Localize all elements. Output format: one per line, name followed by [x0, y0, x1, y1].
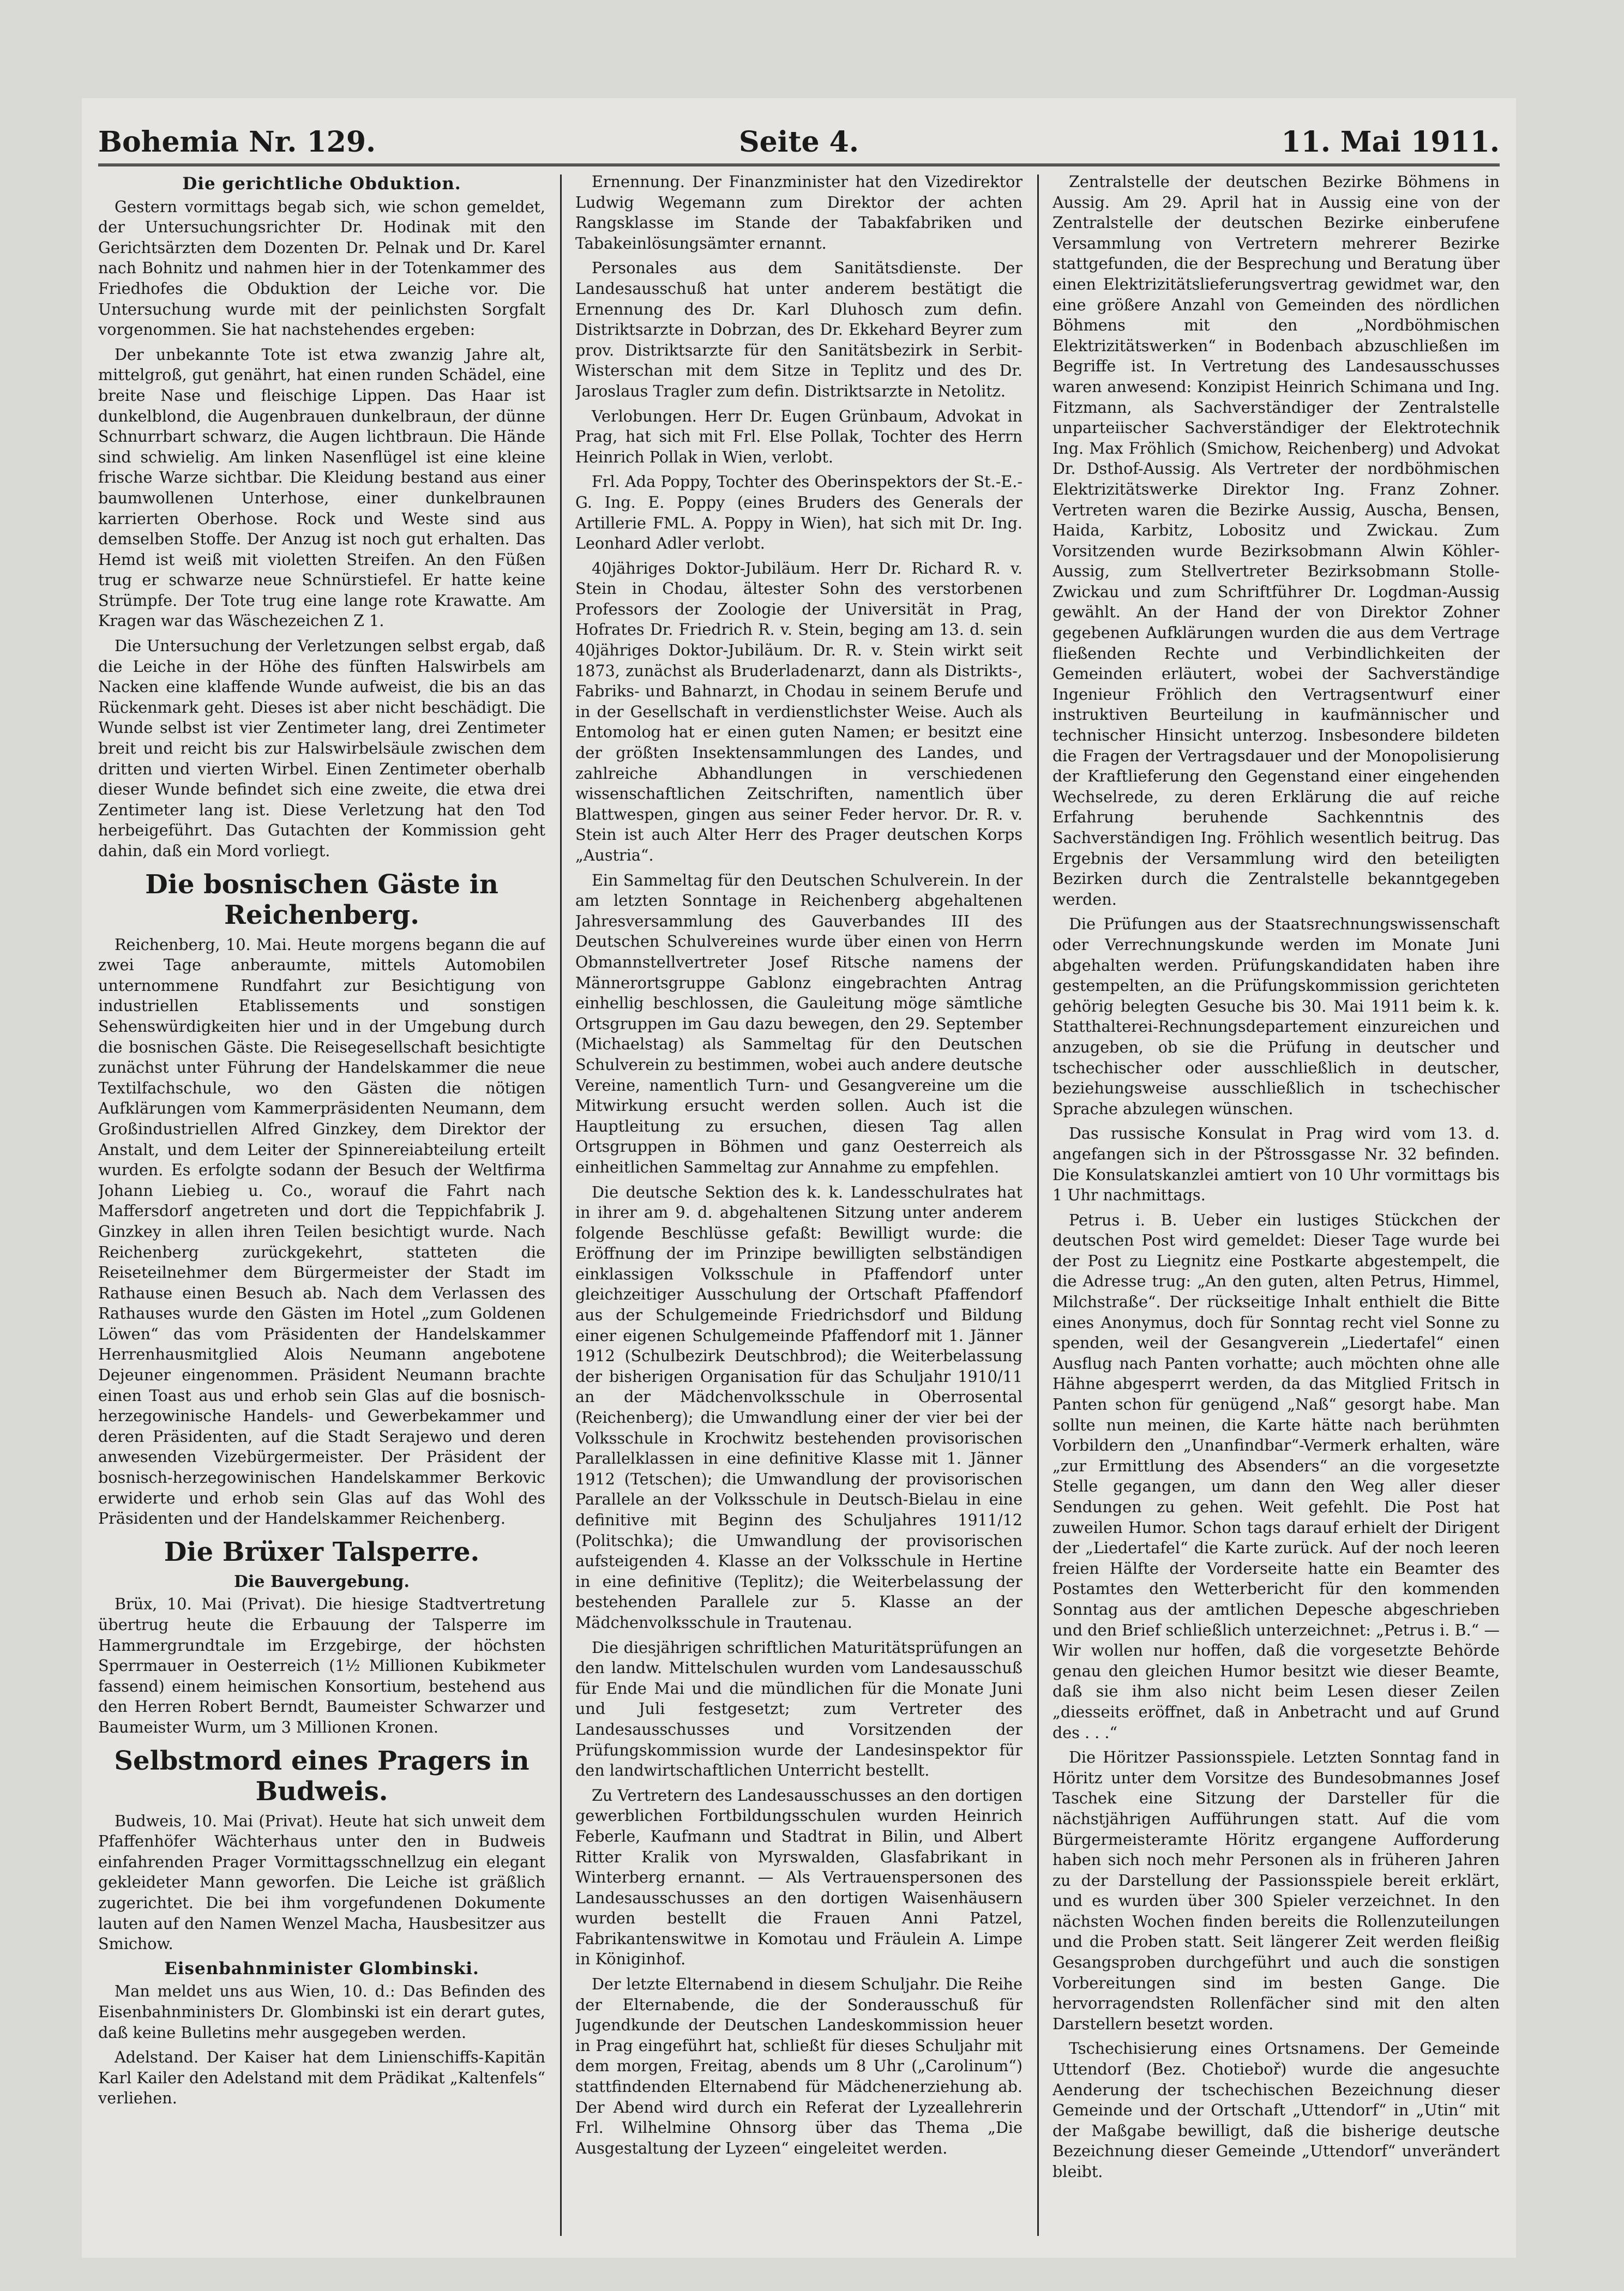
article-paragraph: Frl. Ada Poppy, Tochter des Oberinspektors der St.-E.-G. Ing. E. Poppy (eines Bruders des Generals der Artillerie FML. A. Poppy in Wien), hat sich mit Dr. Ing. Leonhard Adler verlobt. [575, 472, 1022, 553]
article-paragraph: Die Höritzer Passionsspiele. Letzten Sonntag fand in Höritz unter dem Vorsitze des Bundesobmannes Josef Taschek eine Sitzung der Darsteller für die nächstjährigen Aufführungen statt. Auf die vom Bürgermeisteramte Höritz ergangene Aufforderung haben sich noch mehr Personen als in früheren Jahren zu der Darstellung der Passionsspiele bereit erklärt, und es wurden über 300 Spieler verzeichnet. In den nächsten Wochen finden bereits die Rollenzuteilungen und die Proben statt. Seit längerer Zeit werden fleißig Gesangsproben durchgeführt und auch die sonstigen Vorbereitungen sind im besten Gange. Die hervorragendsten Rollenfächer sind mit den alten Darstellern besetzt worden. [1052, 1748, 1500, 2033]
article-paragraph: Brüx, 10. Mai (Privat). Die hiesige Stadtvertretung übertrug heute die Erbauung der Talsperre im Hammergrundtale im Erzgebirge, der höchsten Sperrmauer in Oesterreich (1½ Millionen Kubikmeter fassend) einem heimischen Konsortium, bestehend aus den Herren Robert Berndt, Baumeister Schwarzer und Baumeister Wurm, um 3 Millionen Kronen. [98, 1595, 545, 1736]
article-paragraph: Die deutsche Sektion des k. k. Landesschulrates hat in ihrer am 9. d. abgehaltenen Sitzung unter anderem folgende Beschlüsse gefaßt: Bewilligt wurde: die Eröffnung der im Prinzipe bewilligten selbständigen einklassigen Volksschule in Pfaffendorf unter gleichzeitiger Ausschulung der Ortschaft Pfaffendorf aus der Schulgemeinde Friedrichsdorf und Bildung einer eigenen Schulgemeinde Pfaffendorf mit 1. Jänner 1912 (Schulbezirk Deutschbrod); die Weiterbelassung der bisherigen Organisation für das Schuljahr 1910/11 an der Mädchenvolksschule in Oberrosental (Reichenberg); die Umwandlung einer der vier bei der Volksschule in Krochwitz bestehenden provisorischen Parallelklassen in eine definitive Klasse mit 1. Jänner 1912 (Tetschen); die Umwandlung der provisorischen Parallele an der Volksschule in Deutsch-Bielau in eine definitive mit Beginn des Schuljahres 1911/12 (Politschka); die Umwandlung der provisorischen aufsteigenden 4. Klasse an der Volksschule in Hertine in eine definitive (Teplitz); die Weiterbelassung der bestehenden Parallele zur 5. Klasse an der Mädchenvolksschule in Trautenau. [575, 1182, 1022, 1632]
column-rule-1 [560, 175, 562, 2236]
masthead [98, 115, 1500, 166]
article-paragraph: Zu Vertretern des Landesausschusses an den dortigen gewerblichen Fortbildungsschulen wurden Heinrich Feberle, Kaufmann und Stadtrat in Bilin, und Albert Ritter Kralik von Myrswalden, Glasfabrikant in Winterberg ernannt. — Als Vertrauenspersonen des Landesausschusses an den dortigen Waisenhäusern wurden bestellt die Frauen Anni Patzel, Fabrikantenswitwe in Komotau und Fräulein A. Limpe in Königinhof. [575, 1785, 1022, 1969]
subheadline-bauvergebung: Die Bauvergebung. [234, 1572, 410, 1591]
article-paragraph: Zentralstelle der deutschen Bezirke Böhmens in Aussig. Am 29. April hat in Aussig eine von der Zentralstelle der deutschen Bezirke einberufene Versammlung von Vertretern mehrerer Bezirke stattgefunden, die der Besprechung und Beratung über einen Elektrizitätslieferungsvertrag gewidmet war, den eine größere Anzahl von Gemeinden des nördlichen Böhmens mit den „Nordböhmischen Elektrizitätswerken“ in Bodenbach abzuschließen im Begriffe ist. In Vertretung des Landesausschusses waren anwesend: Konzipist Heinrich Schimana und Ing. Fitzmann, als Sachverständiger der Zentralstelle unparteiischer Sachverständiger der Elektrotechnik Ing. Max Fröhlich (Smichow, Reichenberg) und Advokat Dr. Dsthof-Aussig. Als Vertreter der nordböhmischen Elektrizitätswerke Direktor Ing. Franz Zohner. Vertreten waren die Bezirke Aussig, Auscha, Bensen, Haida, Karbitz, Lobositz und Zwickau. Zum Vorsitzenden wurde Bezirksobmann Alwin Köhler-Aussig, zum Stellvertreter Bezirksobmann Stolle-Zwickau und zum Schriftführer Dr. Logdman-Aussig gewählt. An der Hand der von Direktor Zohner gegebenen Aufklärungen wurden die aus dem Vertrage fließenden Rechte und Verbindlichkeiten der Gemeinden erläutert, wobei der Sachverständige Ingenieur Fröhlich den Vertragsentwurf einer instruktiven Beurteilung in kaufmännischer und technischer Hinsicht unterzog. Insbesondere bildeten die Fragen der Vertragsdauer und der Monopolisierung der Kraftlieferung den Gegenstand einer eingehenden Wechselrede, zu deren Erklärung die auf reiche Erfahrung beruhende Sachkenntnis des Sachverständigen Ing. Fröhlich wesentlich beitrug. Das Ergebnis der Versammlung wird den beteiligten Bezirken durch die Zentralstelle bekanntgegeben werden. [1052, 172, 1500, 909]
article-paragraph: Der letzte Elternabend in diesem Schuljahr. Die Reihe der Elternabende, die der Sonderausschuß für Jugendkunde der Deutschen Landeskommission heuer in Prag eingeführt hat, schließt für dieses Schuljahr mit dem morgen, Freitag, abends um 8 Uhr („Carolinum“) stattfindenden Elternabend für Mädchenerziehung ab. Der Abend wird durch ein Referat der Lyzeallehrerin Frl. Wilhelmine Ohnsorg über das Thema „Die Ausgestaltung der Lyzeen“ eingeleitet werden. [575, 1975, 1022, 2157]
article-paragraph: Personales aus dem Sanitätsdienste. Der Landesausschuß hat unter anderem bestätigt die Ernennung des Dr. Karl Dluhosch zum defin. Distriktsarzte in Dobrzan, des Dr. Ekkehard Beyrer zum prov. Distriktsarzte für den Sanitätsbezirk in Serbit-Wisterschan mit dem Sitze in Teplitz und des Dr. Jaroslaus Tragler zum defin. Distriktsarzte in Netolitz. [575, 258, 1022, 400]
headline-eisenbahnminister: Eisenbahnminister Glombinski. [164, 1958, 479, 1979]
article-paragraph: Tschechisierung eines Ortsnamens. Der Gemeinde Uttendorf (Bez. Chotieboř) wurde die angesuchte Aenderung der tschechischen Bezeichnung dieser Gemeinde und der Ortschaft „Uttendorf“ in „Utin“ mit der Maßgabe bewilligt, daß die bisherige deutsche Bezeichnung dieser Gemeinde „Uttendorf“ unverändert bleibt. [1052, 2039, 1500, 2181]
article-paragraph: Adelstand. Der Kaiser hat dem Linienschiffs-Kapitän Karl Kailer den Adelstand mit dem Prädikat „Kaltenfels“ verliehen. [98, 2048, 545, 2108]
headline-brux-talsperre: Die Brüxer Talsperre. [164, 1536, 480, 1567]
headline-selbstmord: Selbstmord eines Pragers in Budweis. [114, 1745, 530, 1807]
article-paragraph: Die Untersuchung der Verletzungen selbst ergab, daß die Leiche in der Höhe des fünften Halswirbels am Nacken eine klaffende Wunde aufweist, die bis an das Rückenmark geht. Dieses ist aber nicht beschädigt. Die Wunde selbst ist vier Zentimeter lang, drei Zentimeter breit und reicht bis zur Halswirbelsäule zwischen dem dritten und vierten Wirbel. Einen Zentimeter oberhalb dieser Wunde befindet sich eine zweite, die etwa drei Zentimeter lang ist. Diese Verletzung hat den Tod herbeigeführt. Das Gutachten der Kommission geht dahin, daß ein Mord vorliegt. [98, 636, 545, 860]
newspaper-page [82, 98, 1516, 2258]
article-paragraph: Petrus i. B. Ueber ein lustiges Stückchen der deutschen Post wird gemeldet: Dieser Tage wurde bei der Post zu Liegnitz eine Postkarte abgestempelt, die die Adresse trug: „An den guten, alten Petrus, Himmel, Milchstraße“. Der rückseitige Inhalt enthielt die Bitte eines Anonymus, doch für Sonntag recht viel Sonne zu spenden, weil der Gesangverein „Liedertafel“ einen Ausflug nach Panten vorhatte; auch möchten ohne alle Hähne abgesperrt werden, da das Mitglied Fritsch in Panten schon für genügend „Naß“ gesorgt habe. Man sollte nun meinen, die Karte hätte nach berühmten Vorbildern den „Unanfindbar“-Vermerk erhalten, wäre „zur Ermittlung des Absenders“ an die vorgesetzte Stelle gegangen, um dann den Weg aller dieser Sendungen zu gehen. Weit gefehlt. Die Post hat zuweilen Humor. Schon tags darauf erhielt der Dirigent der „Liedertafel“ die Karte zurück. Auf der noch leeren freien Hälfte der Vorderseite hatte ein Beamter des Postamtes den Wetterbericht für den kommenden Sonntag aus der amtlichen Depesche abgeschrieben und den Brief schließlich unterzeichnet: „Petrus i. B.“ — Wir wollen nur hoffen, daß die vorgesetzte Behörde genau den gleichen Humor besitzt wie dieser Beamte, daß sie ihm also nicht beim Lesen dieser Zeilen „diesseits eröffnet, daß in Anbetracht und auf Grund des . . .“ [1052, 1210, 1500, 1742]
article-paragraph: Man meldet uns aus Wien, 10. d.: Das Befinden des Eisenbahnministers Dr. Glombinski ist ein derart gutes, daß keine Bulletins mehr ausgegeben werden. [98, 1982, 545, 2042]
article-paragraph: Gestern vormittags begab sich, wie schon gemeldet, der Untersuchungsrichter Dr. Hodinak mit den Gerichtsärzten dem Dozenten Dr. Pelnak und Dr. Karel nach Bohnitz und nahmen hier in der Totenkammer des Friedhofes die Obduktion der Leiche vor. Die Untersuchung wurde mit der peinlichsten Sorgfalt vorgenommen. Sie hat nachstehendes ergeben: [98, 197, 545, 339]
masthead-page-number: Seite 4. [739, 125, 859, 159]
article-paragraph: Der unbekannte Tote ist etwa zwanzig Jahre alt, mittelgroß, gut genährt, hat einen runden Schädel, eine breite Nase und fleischige Lippen. Das Haar ist dunkelblond, die Augenbrauen dunkelbraun, der dünne Schnurrbart schwarz, die Augen lichtbraun. Die Hände sind schwielig. Am linken Nasenflügel ist eine kleine frische Warze sichtbar. Die Kleidung bestand aus einer baumwollenen Unterhose, einer dunkelbraunen karrierten Oberhose. Rock und Weste sind aus demselben Stoffe. Der Anzug ist noch gut erhalten. Das Hemd ist weiß mit violetten Streifen. An den Füßen trug er schwarze neue Schnürstiefel. Er hatte keine Strümpfe. Der Tote trug eine lange rote Krawatte. Am Kragen war das Wäschezeichen Z 1. [98, 345, 545, 630]
article-paragraph: Die Prüfungen aus der Staatsrechnungswissenschaft oder Verrechnungskunde werden im Monate Juni abgehalten werden. Prüfungskandidaten haben ihre gestempelten, an die Prüfungskommission gerichteten gehörig belegten Gesuche bis 30. Mai 1911 beim k. k. Statthalterei-Rechnungsdepartement einzureichen und anzugeben, ob sie die Prüfung in deutscher und tschechischer oder ausschließlich in deutscher, beziehungsweise ausschließlich in tschechischer Sprache abzulegen wünschen. [1052, 915, 1500, 1118]
column-2 [575, 172, 1022, 2244]
article-paragraph: Verlobungen. Herr Dr. Eugen Grünbaum, Advokat in Prag, hat sich mit Frl. Else Pollak, Tochter des Herrn Heinrich Pollak in Wien, verlobt. [575, 406, 1022, 466]
headline-bosnische-gaeste: Die bosnischen Gäste in Reichenberg. [145, 869, 498, 930]
article-paragraph: Ein Sammeltag für den Deutschen Schulverein. In der am letzten Sonntage in Reichenberg abgehaltenen Jahresversammlung des Gauverbandes III des Deutschen Schulvereines wurde über einen von Herrn Obmannstellvertreter Josef Ritsche namens der Männerortsgruppe Gablonz eingebrachten Antrag einhellig beschlossen, die Gauleitung möge sämtliche Ortsgruppen im Gau dazu bewegen, den 29. September (Michaelstag) als Sammeltag für den Deutschen Schulverein zu bestimmen, wobei auch andere deutsche Vereine, namentlich Turn- und Gesangvereine um die Mitwirkung ersucht werden sollen. Auch ist die Hauptleitung zu ersuchen, diesen Tag allen Ortsgruppen in Böhmen und ganz Oesterreich als einheitlichen Sammeltag zur Annahme zu empfehlen. [575, 870, 1022, 1176]
column-3 [1052, 172, 1500, 2244]
column-1 [98, 172, 545, 2244]
article-paragraph: Das russische Konsulat in Prag wird vom 13. d. angefangen sich in der Pštrossgasse Nr. 32 befinden. Die Konsulatskanzlei amtiert von 10 Uhr vormittags bis 1 Uhr nachmittags. [1052, 1124, 1500, 1205]
masthead-date: 11. Mai 1911. [1281, 125, 1500, 159]
article-paragraph: Budweis, 10. Mai (Privat). Heute hat sich unweit dem Pfaffenhöfer Wächterhaus unter den in Budweis einfahrenden Prager Vormittagsschnellzug ein elegant gekleideter Mann geworfen. Die Leiche ist gräßlich zugerichtet. Die bei ihm vorgefundenen Dokumente lauten auf den Namen Wenzel Macha, Hausbesitzer aus Smichow. [98, 1811, 545, 1953]
column-rule-2 [1037, 175, 1039, 2236]
article-paragraph: 40jähriges Doktor-Jubiläum. Herr Dr. Richard R. v. Stein in Chodau, ältester Sohn des verstorbenen Professors der Zoologie der Universität in Prag, Hofrates Dr. Friedrich R. v. Stein, beging am 13. d. sein 40jähriges Doktor-Jubiläum. Dr. R. v. Stein wirkt seit 1873, zunächst als Bruderladenarzt, dann als Distrikts-, Fabriks- und Bahnarzt, in Chodau in seinem Berufe und in der Gesellschaft in verdienstlichster Weise. Auch als Entomolog hat er einen guten Namen; er besitzt eine der größten Insektensammlungen des Landes, und zahlreiche Abhandlungen in verschiedenen wissenschaftlichen Zeitschriften, namentlich über Blattwespen, gingen aus seiner Feder hervor. Dr. R. v. Stein ist auch Alter Herr des Prager deutschen Korps „Austria“. [575, 558, 1022, 864]
headline-obduktion: Die gerichtliche Obduktion. [182, 174, 461, 194]
masthead-issue: Bohemia Nr. 129. [98, 125, 376, 159]
article-paragraph: Ernennung. Der Finanzminister hat den Vizedirektor Ludwig Wegemann zum Direktor der achten Rangsklasse im Stande der Tabakfabriken und Tabakeinlösungsämter ernannt. [575, 172, 1022, 252]
article-paragraph: Reichenberg, 10. Mai. Heute morgens begann die auf zwei Tage anberaumte, mittels Automobilen unternommene Rundfahrt zur Besichtigung von industriellen Etablissements und sonstigen Sehenswürdigkeiten hier und in der Umgebung durch die bosnischen Gäste. Die Reisegesellschaft besichtigte zunächst unter Führung der Handelskammer die neue Textilfachschule, wo den Gästen die nötigen Aufklärungen vom Kammerpräsidenten Neumann, dem Großindustriellen Alfred Ginzkey, dem Direktor der Anstalt, und dem Leiter der Spinnereiabteilung erteilt wurden. Es erfolgte sodann der Besuch der Weltfirma Johann Liebieg u. Co., worauf die Fahrt nach Maffersdorf angetreten und dort die Teppichfabrik J. Ginzkey in allen ihren Teilen besichtigt wurde. Nach Reichenberg zurückgekehrt, statteten die Reiseteilnehmer dem Bürgermeister der Stadt im Rathause einen Besuch ab. Nach dem Verlassen des Rathauses wurde den Gästen im Hotel „zum Goldenen Löwen“ das vom Präsidenten der Handelskammer Herrenhausmitglied Alois Neumann angebotene Dejeuner eingenommen. Präsident Neumann brachte einen Toast aus und erhob sein Glas auf die bosnisch-herzegowinische Handels- und Gewerbekammer und deren Präsidenten, auf die Stadt Serajewo und deren anwesenden Vizebürgermeister. Der Präsident der bosnisch-herzegowinischen Handelskammer Berkovic erwiderte und erhob sein Glas auf das Wohl des Präsidenten und der Handelskammer Reichenberg. [98, 935, 545, 1528]
article-paragraph: Die diesjährigen schriftlichen Maturitätsprüfungen an den landw. Mittelschulen wurden vom Landesausschuß für Ende Mai und die mündlichen für die Monate Juni und Juli festgesetzt; zum Vertreter des Landesausschusses und Vorsitzenden der Prüfungskommission wurde der Landesinspektor für den landwirtschaftlichen Unterricht bestellt. [575, 1638, 1022, 1780]
